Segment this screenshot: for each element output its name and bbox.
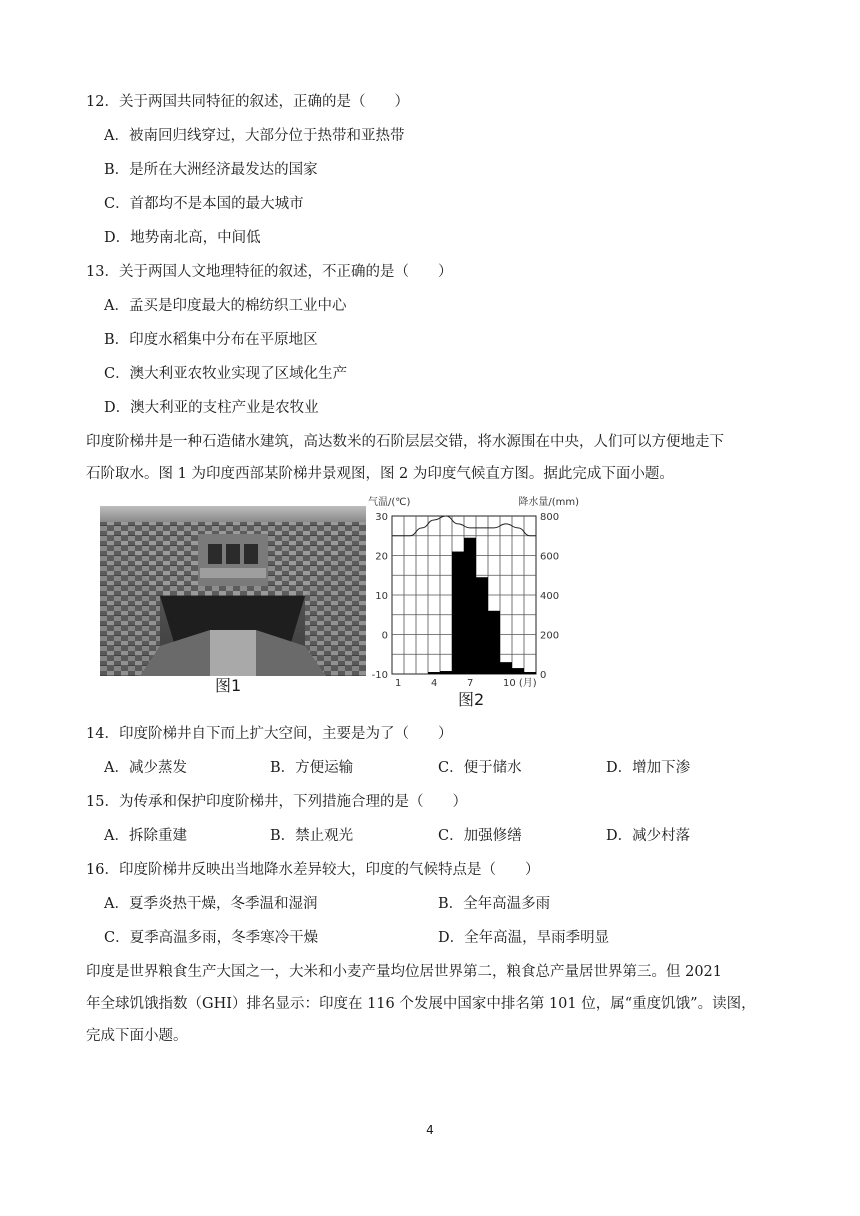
question-16-stem: 16．印度阶梯井反映出当地降水差异较大，印度的气候特点是（ ） (86, 862, 540, 878)
question-13-option-b[interactable]: B．印度水稻集中分布在平原地区 (104, 332, 318, 348)
question-16-option-c[interactable]: C．夏季高温多雨，冬季寒冷干燥 (104, 930, 319, 946)
month-tick-label: 10 (月) (503, 678, 537, 689)
precipitation-bar (512, 668, 524, 674)
passage-intro2-line-2: 年全球饥饿指数（GHI）排名显示：印度在 116 个发展中国家中排名第 101 位，属“重度饥饿”。读图， (86, 996, 756, 1012)
precipitation-tick-label: 800 (540, 512, 560, 523)
stepwell-photo (100, 506, 366, 676)
question-14-option-c[interactable]: C．便于储水 (438, 760, 522, 776)
figure-2-caption: 图2 (458, 690, 485, 709)
month-tick-label: 1 (395, 678, 402, 689)
question-16-option-b[interactable]: B．全年高温多雨 (438, 896, 551, 912)
precipitation-tick-label: 0 (540, 670, 547, 681)
precipitation-bar (464, 538, 476, 674)
passage-intro2-line-3: 完成下面小题。 (86, 1028, 188, 1044)
month-tick-label: 7 (467, 678, 474, 689)
precipitation-bar (440, 671, 452, 674)
question-12-option-d[interactable]: D．地势南北高，中间低 (104, 230, 261, 246)
question-15-option-a[interactable]: A．拆除重建 (104, 828, 187, 844)
figure-2-climate-chart (368, 494, 580, 690)
question-16-option-a[interactable]: A．夏季炎热干燥，冬季温和湿润 (104, 896, 318, 912)
question-12-option-a[interactable]: A．被南回归线穿过，大部分位于热带和亚热带 (104, 128, 405, 144)
page-number: 4 (426, 1123, 434, 1137)
precipitation-bar (428, 672, 440, 674)
question-15-option-c[interactable]: C．加强修缮 (438, 828, 522, 844)
question-14-stem: 14．印度阶梯井自下而上扩大空间，主要是为了（ ） (86, 726, 453, 742)
question-14-option-a[interactable]: A．减少蒸发 (104, 760, 187, 776)
temperature-tick-label: 0 (381, 630, 388, 642)
question-12-stem: 12．关于两国共同特征的叙述，正确的是（ ） (86, 94, 409, 110)
question-13-option-d[interactable]: D．澳大利亚的支柱产业是农牧业 (104, 400, 319, 416)
question-15-stem: 15．为传承和保护印度阶梯井，下列措施合理的是（ ） (86, 794, 467, 810)
figure-1-photo (100, 506, 366, 676)
temperature-axis-label: 气温/(℃) (368, 497, 411, 508)
precipitation-bar (524, 672, 536, 674)
precipitation-bar (488, 611, 500, 674)
precipitation-bar (452, 552, 464, 674)
question-12-option-c[interactable]: C．首都均不是本国的最大城市 (104, 196, 304, 212)
question-15-option-b[interactable]: B．禁止观光 (270, 828, 354, 844)
question-12-option-b[interactable]: B．是所在大洲经济最发达的国家 (104, 162, 318, 178)
temperature-tick-label: 10 (375, 591, 388, 602)
question-13-option-c[interactable]: C．澳大利亚农牧业实现了区域化生产 (104, 366, 348, 382)
passage-intro-line-1: 印度阶梯井是一种石造储水建筑，高达数米的石阶层层交错，将水源围在中央，人们可以方便地走下 (86, 434, 724, 450)
precipitation-tick-label: 600 (540, 551, 560, 563)
precipitation-bar (500, 662, 512, 674)
passage-intro-line-2: 石阶取水。图 1 为印度西部某阶梯井景观图，图 2 为印度气候直方图。据此完成下面小题。 (86, 466, 674, 482)
precipitation-tick-label: 200 (540, 630, 560, 642)
temperature-tick-label: -10 (371, 670, 388, 681)
precipitation-axis-label: 降水量/(mm) (518, 497, 579, 508)
temperature-tick-label: 30 (375, 512, 388, 523)
question-14-option-d[interactable]: D．增加下渗 (606, 760, 691, 776)
question-13-stem: 13．关于两国人文地理特征的叙述，不正确的是（ ） (86, 264, 453, 280)
question-16-option-d[interactable]: D．全年高温，旱雨季明显 (438, 930, 610, 946)
question-14-option-b[interactable]: B．方便运输 (270, 760, 354, 776)
figure-1-caption: 图1 (215, 676, 242, 695)
climate-chart-svg (368, 494, 580, 690)
month-tick-label: 4 (431, 678, 438, 689)
question-13-option-a[interactable]: A．孟买是印度最大的棉纺织工业中心 (104, 298, 347, 314)
temperature-tick-label: 20 (375, 551, 388, 563)
question-15-option-d[interactable]: D．减少村落 (606, 828, 691, 844)
precipitation-tick-label: 400 (540, 591, 560, 602)
precipitation-bar (476, 577, 488, 674)
passage-intro2-line-1: 印度是世界粮食生产大国之一，大米和小麦产量均位居世界第二，粮食总产量居世界第三。但 2021 (86, 964, 723, 980)
